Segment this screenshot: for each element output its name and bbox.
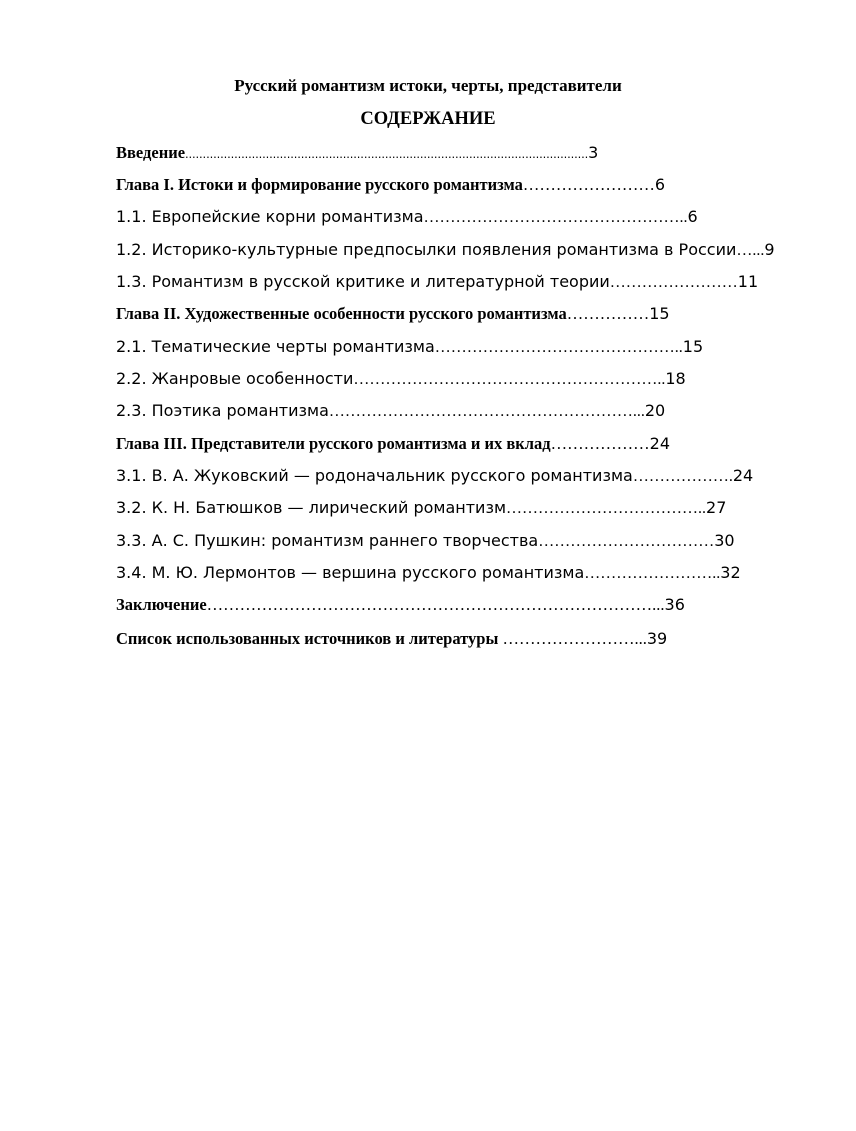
- toc-entry-label: Глава II. Художественные особенности русского романтизма: [116, 304, 567, 323]
- toc-entry-label: 3.3. А. С. Пушкин: романтизм раннего творчества: [116, 531, 539, 550]
- toc-entry-page: 6: [654, 175, 666, 194]
- toc-entry-leader: ...................................................................................................................: [185, 147, 589, 161]
- toc-entry-label: 3.1. В. А. Жуковский — родоначальник русского романтизма: [116, 466, 633, 485]
- toc-entry-leader: ……………….: [632, 468, 733, 485]
- toc-entry-page: 32: [720, 563, 741, 582]
- toc-entry-label: 3.2. К. Н. Батюшков — лирический романтизм: [116, 498, 507, 517]
- toc-entry-page: 24: [649, 434, 671, 453]
- toc-entry-leader: ……………: [566, 304, 650, 323]
- toc-entry-chapter-2[interactable]: [116, 302, 742, 326]
- toc-entry-page: 18: [665, 369, 686, 388]
- toc-entry-section-2-3[interactable]: [116, 399, 742, 423]
- toc-entry-page: 20: [644, 401, 666, 420]
- toc-entry-section-2-2[interactable]: [116, 367, 742, 391]
- toc-entry-introduction[interactable]: [116, 141, 742, 165]
- toc-entry-leader: ………………………………………………………………………...: [206, 595, 665, 614]
- toc-entry-label: Глава III. Представители русского романтизма и их вклад: [116, 434, 551, 453]
- toc-entry-page: 9: [764, 240, 775, 259]
- toc-entry-page: 15: [649, 304, 670, 323]
- toc-entry-leader: …………………………………………..: [423, 209, 688, 226]
- table-of-contents-heading: СОДЕРЖАНИЕ: [360, 109, 496, 129]
- toc-entry-label: Список использованных источников и литературы: [116, 629, 499, 648]
- toc-entry-leader: ………………………………………..: [434, 339, 683, 356]
- toc-entry-page: 24: [732, 466, 754, 485]
- toc-entry-page: 39: [646, 629, 668, 648]
- toc-entry-label: 1.2. Историко-культурные предпосылки появления романтизма в России: [116, 240, 737, 259]
- toc-entry-page: 30: [714, 531, 735, 550]
- toc-entry-leader: ……………………………: [538, 533, 715, 550]
- toc-entry-label: 3.4. М. Ю. Лермонтов — вершина русского романтизма: [116, 563, 585, 582]
- toc-entry-page: 27: [706, 498, 727, 517]
- toc-entry-leader: ……………………: [522, 175, 655, 194]
- toc-entry-leader: …………………………………………………..: [353, 371, 666, 388]
- toc-entry-label: 1.1. Европейские корни романтизма: [116, 207, 424, 226]
- toc-entry-label: 2.1. Тематические черты романтизма: [116, 337, 435, 356]
- document-title: Русский романтизм истоки, черты, представители: [234, 76, 622, 95]
- toc-entry-section-1-3[interactable]: [116, 270, 759, 294]
- toc-entry-page: 6: [687, 207, 698, 226]
- toc-entry-bibliography[interactable]: [116, 627, 742, 651]
- toc-entry-leader: ……………………...: [498, 629, 647, 648]
- toc-entry-page: 36: [664, 595, 685, 614]
- toc-entry-section-3-4[interactable]: [116, 561, 742, 585]
- toc-entry-section-3-1[interactable]: [116, 464, 754, 488]
- toc-entry-section-3-3[interactable]: [116, 529, 742, 553]
- toc-entry-page: 15: [682, 337, 704, 356]
- toc-entry-label: 2.3. Поэтика романтизма: [116, 401, 329, 420]
- toc-entry-chapter-3[interactable]: [116, 432, 742, 456]
- toc-entry-leader: ………………………………..: [506, 500, 707, 517]
- toc-entry-leader: ……………………: [609, 274, 738, 291]
- toc-entry-chapter-1[interactable]: [116, 173, 742, 197]
- toc-entry-label: Глава I. Истоки и формирование русского романтизма: [116, 175, 523, 194]
- toc-entry-label: Заключение: [116, 595, 207, 614]
- toc-entry-page: 3: [588, 143, 599, 162]
- toc-entry-leader: …………………………………………………...: [328, 403, 645, 420]
- toc-entry-leader: ………………: [550, 434, 650, 453]
- toc-entry-leader: …...: [736, 242, 765, 259]
- toc-entry-label: 1.3. Романтизм в русской критике и литературной теории: [116, 272, 610, 291]
- toc-entry-section-2-1[interactable]: [116, 335, 742, 359]
- toc-entry-section-1-2[interactable]: [116, 238, 775, 262]
- toc-entry-conclusion[interactable]: [116, 593, 742, 617]
- toc-entry-page: 11: [737, 272, 759, 291]
- toc-entry-leader: ……………………..: [584, 565, 721, 582]
- toc-entry-label: 2.2. Жанровые особенности: [116, 369, 354, 388]
- toc-entry-section-1-1[interactable]: [116, 205, 742, 229]
- toc-entry-label: Введение: [116, 143, 186, 162]
- toc-entry-section-3-2[interactable]: [116, 496, 742, 520]
